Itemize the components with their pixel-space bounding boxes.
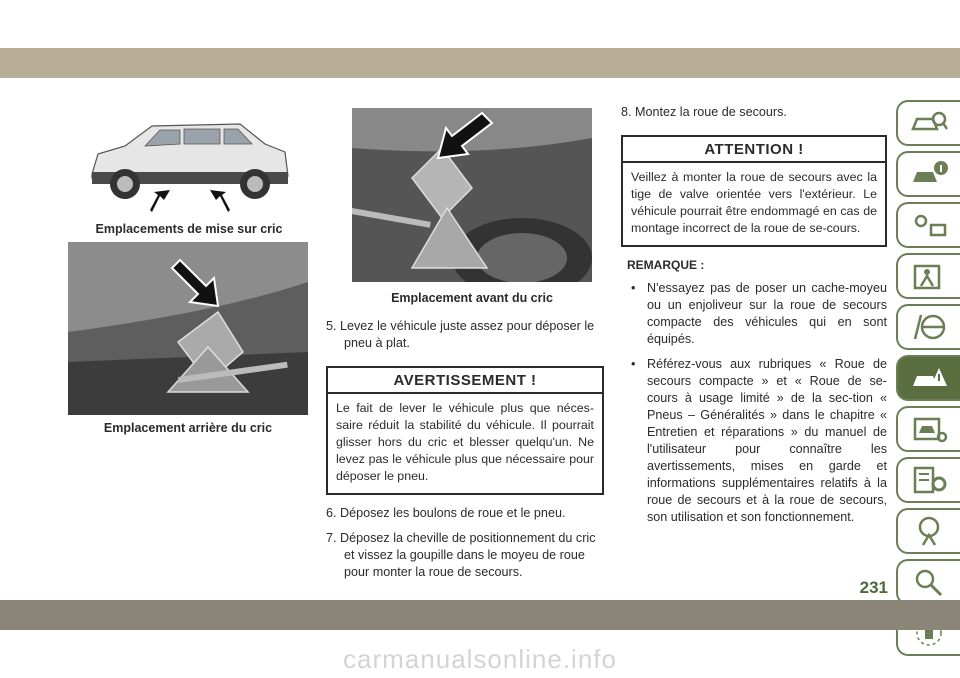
page-number: 231 (859, 578, 888, 597)
car-info-icon (909, 158, 949, 190)
caption-front-jack: Emplacement avant du cric (391, 291, 553, 305)
warning-text: Le fait de lever le véhicule plus que néces-saire réduit la stabilité du véhicule. Il pourrait glisser hors du cric et blesser quelqu'un. Ne levez pas le véhicule plus que nécessaire pour déposer le pneu. (336, 401, 594, 483)
search-icon (909, 566, 949, 598)
note-bullet-text: Référez-vous aux rubriques « Roue de secours compacte » et « Roue de se-cours à usage limité » de la sec-tion « Pneus – Généralités » dans le chapitre « Entretien et réparations » du manuel de l'utilisateur pour connaître les avertissements, mises en garde et informations supplémentaires relatifs à la roue de secours et à la roue de secours, son utilisation et son fonctionnement. (647, 357, 887, 524)
footer-band (0, 600, 960, 630)
note-bullet (621, 280, 887, 348)
figure-front-jack (352, 108, 592, 282)
tab-in-case-of-emergency[interactable] (896, 355, 960, 401)
header-band (0, 48, 960, 78)
note-title: REMARQUE : (627, 258, 705, 272)
specifications-gear-icon (909, 464, 949, 496)
column-2 (326, 318, 604, 589)
tab-servicing-maintenance[interactable] (896, 406, 960, 452)
steering-wheel-icon (909, 311, 949, 343)
tab-customer-assistance[interactable] (896, 559, 960, 605)
step-5: 5. Levez le véhicule juste assez pour déposer le pneu à plat. (326, 319, 595, 350)
note-bullet-text: N'essayez pas de poser un cache-moyeu ou un enjoliveur sur la roue de secours compacte des véhicules qui en sont équipés. (647, 281, 887, 346)
front-jack-photo (352, 108, 592, 282)
column-3 (621, 104, 887, 534)
chapter-tabs (896, 100, 960, 661)
car-emergency-icon (909, 362, 949, 394)
caution-text: Veillez à monter la roue de secours avec la tige de valve orientée vers l'extérieur. Le véhicule pourrait être endommagé en cas de montage incorrect de la roue de se-cours. (631, 170, 877, 235)
caption-rear-jack: Emplacement arrière du cric (103, 421, 273, 435)
step-7: 7. Déposez la cheville de positionnement du cric et vissez la goupille dans le moyeu de roue pour monter la roue de secours. (326, 531, 596, 579)
rear-jack-arrow (210, 190, 230, 212)
warning-title: AVERTISSEMENT ! (328, 368, 602, 394)
caption-jacking-locations: Emplacements de mise sur cric (95, 222, 283, 236)
car-service-icon (909, 413, 949, 445)
bullet-dot: • (631, 281, 636, 295)
front-jack-arrow (150, 190, 170, 212)
car-magnify-icon (909, 107, 949, 139)
tab-getting-to-know[interactable] (896, 100, 960, 146)
warning-box (326, 366, 604, 495)
bullet-dot: • (631, 357, 636, 371)
watermark: carmanualsonline.info (343, 644, 617, 674)
figure-jacking-locations (80, 104, 300, 218)
step-6: 6. Déposez les boulons de roue et le pneu. (326, 506, 566, 520)
suv-illustration (80, 104, 300, 218)
tab-vehicle-features[interactable] (896, 151, 960, 197)
rear-jack-photo (68, 242, 308, 415)
step-8: 8. Montez la roue de secours. (621, 105, 787, 119)
caution-title: ATTENTION ! (623, 137, 885, 163)
caution-box (621, 135, 887, 247)
warning-lights-icon (909, 209, 949, 241)
tab-technical-specifications[interactable] (896, 457, 960, 503)
tab-safety[interactable] (896, 253, 960, 299)
tab-instrument-panel[interactable] (896, 202, 960, 248)
multimedia-icon (909, 515, 949, 547)
tab-starting-operating[interactable] (896, 304, 960, 350)
figure-rear-jack (68, 242, 308, 415)
tab-multimedia[interactable] (896, 508, 960, 554)
note-bullet (621, 356, 887, 526)
safety-person-icon (909, 260, 949, 292)
